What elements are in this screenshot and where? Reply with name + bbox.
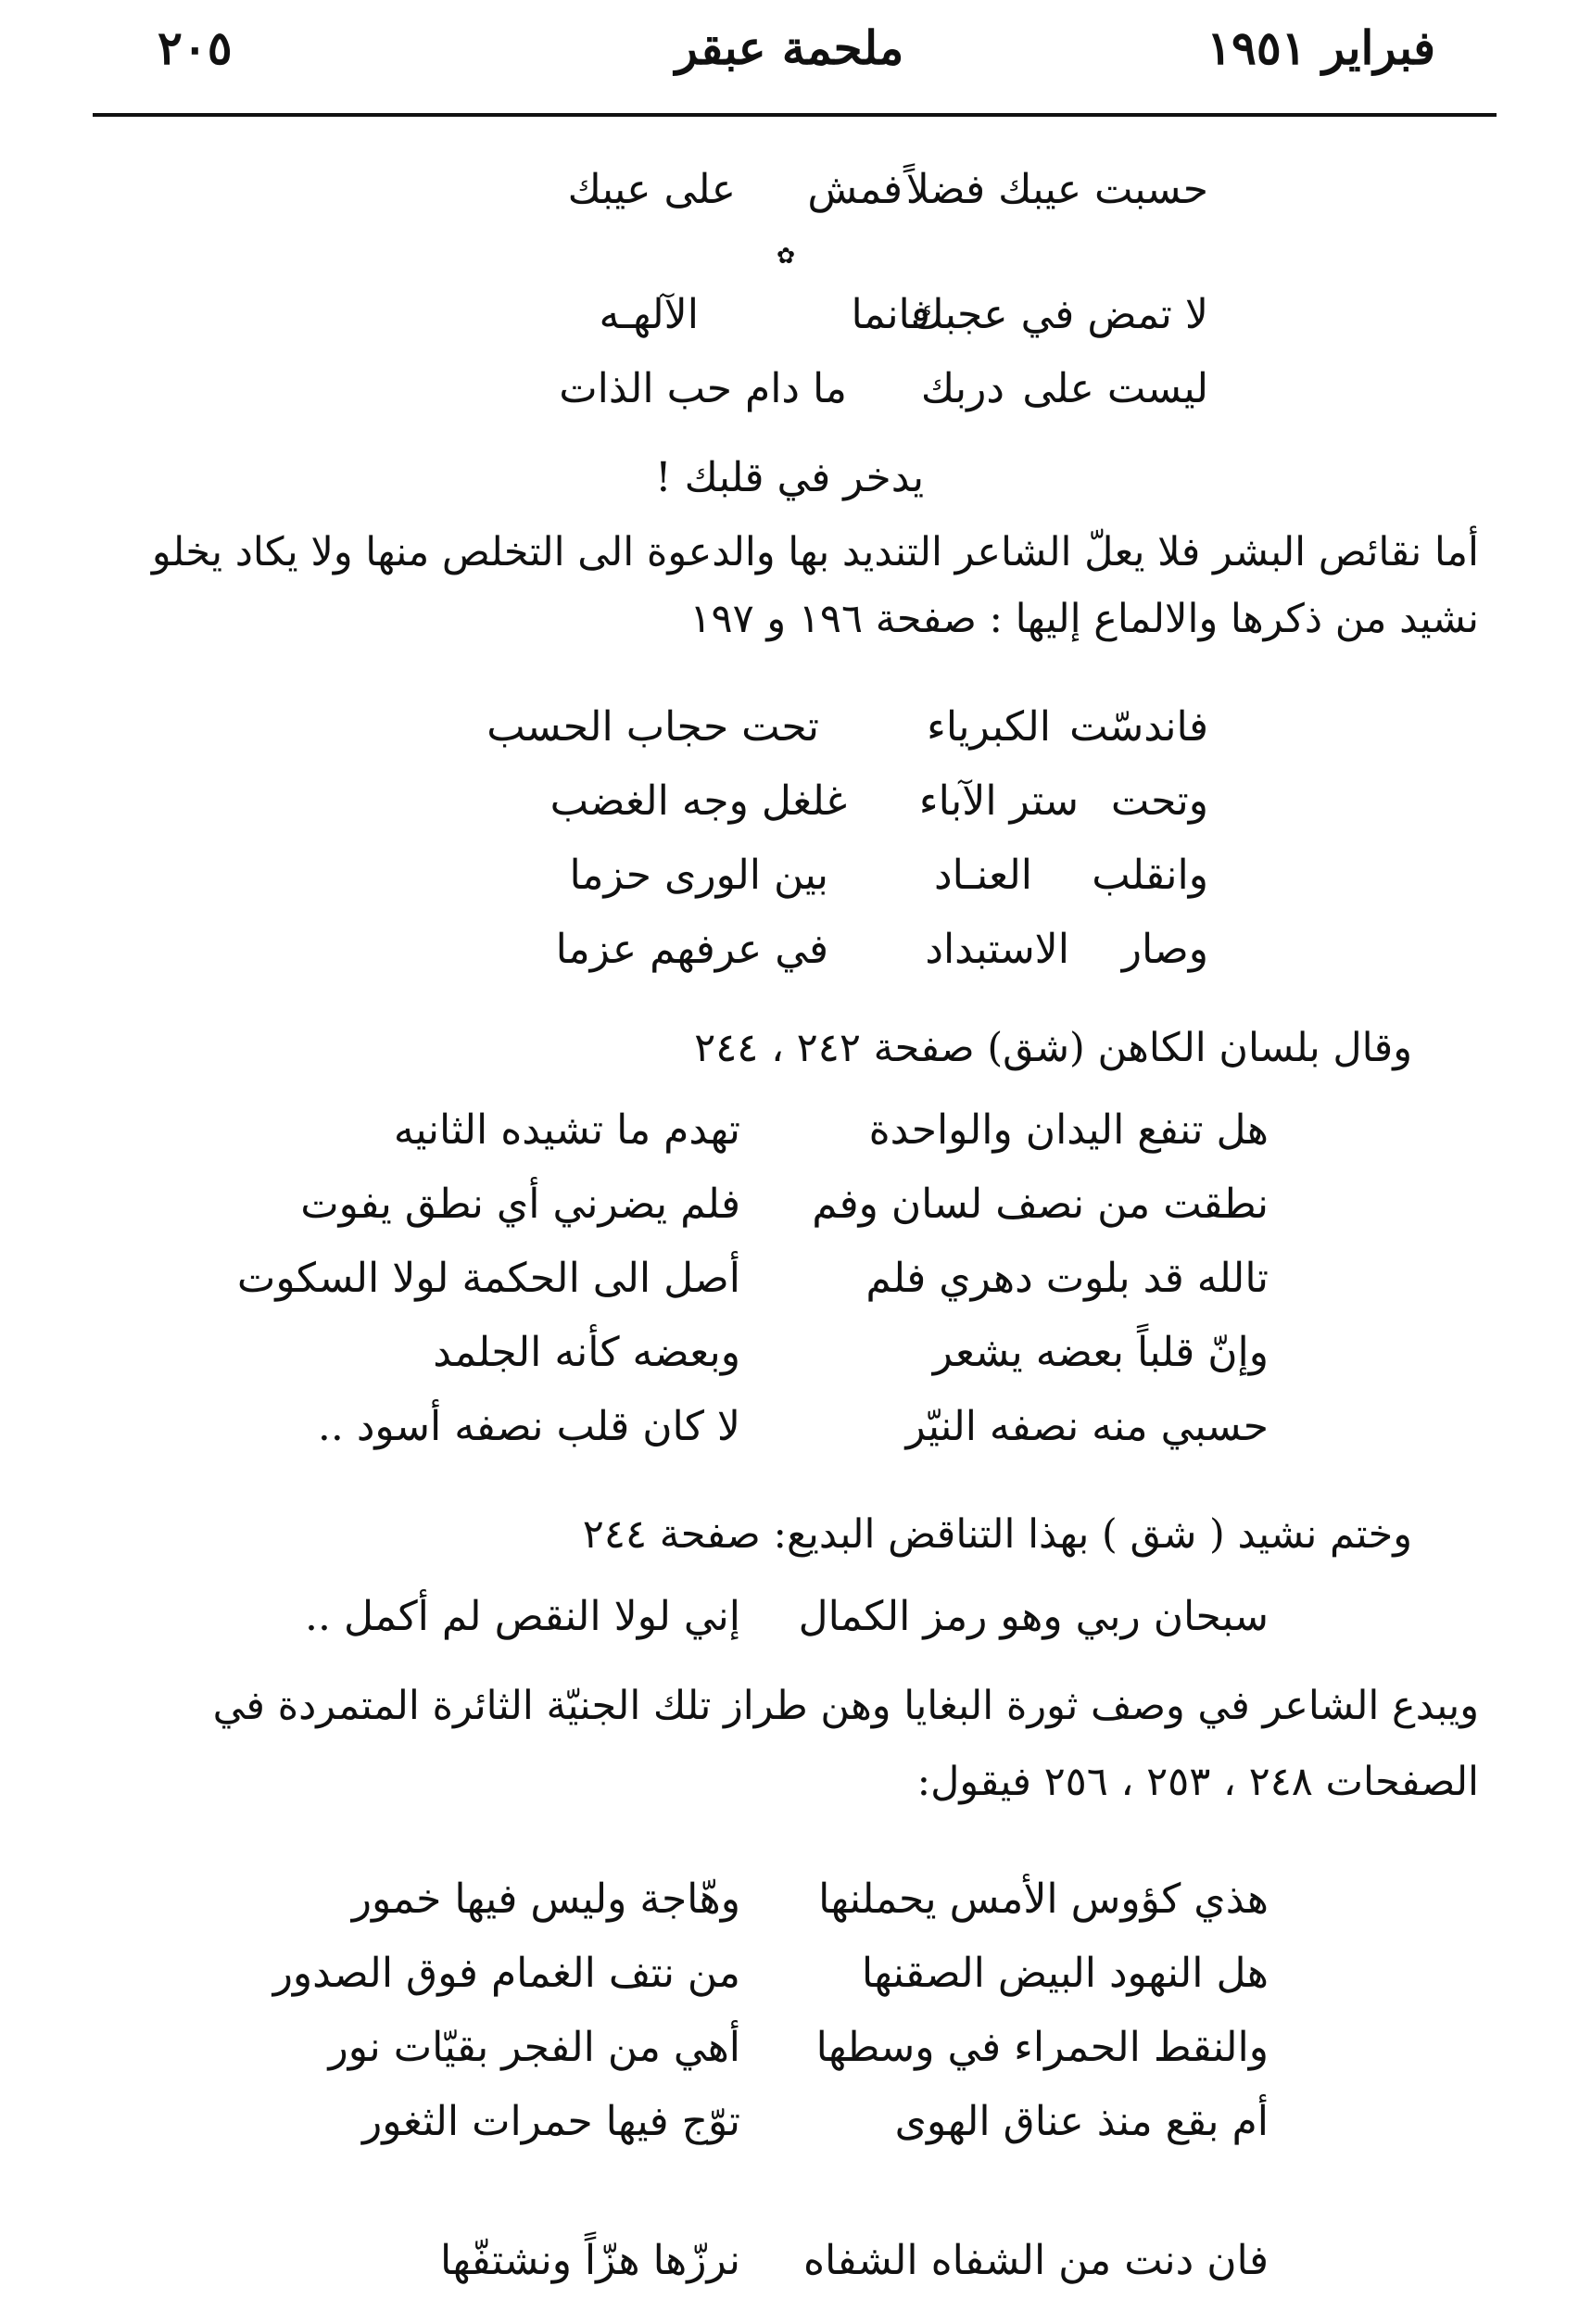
verse-part: الاستبداد — [925, 926, 1069, 973]
verse-line — [486, 690, 1208, 764]
verse-part: على عيبك — [567, 166, 736, 213]
verse-line — [486, 764, 1208, 839]
verse-line — [273, 2085, 1269, 2159]
verse-line — [440, 2224, 1269, 2298]
verse-part: وصار — [1121, 926, 1208, 973]
verse-line — [273, 1937, 1269, 2011]
poem-stanza — [273, 1863, 1269, 2159]
verse-part: تهدم ما تشيده الثانيه — [393, 1106, 740, 1154]
verse-line — [237, 1093, 1269, 1168]
verse-part: فان دنت من الشفاه الشفاه — [802, 2237, 1269, 2284]
verse-line — [237, 1316, 1269, 1390]
verse-part: حسبت عيبك فضلاً — [905, 166, 1208, 213]
verse-part: دربك — [920, 365, 1004, 412]
prose-line: ويبدع الشاعر في وصف ثورة البغايا وهن طراز تلك الجنيّة الثائرة المتمردة في — [212, 1683, 1479, 1729]
prose-paragraph — [152, 519, 1479, 652]
verse-line — [486, 839, 1208, 913]
verse-part: والنقط الحمراء في وسطها — [815, 2024, 1269, 2071]
verse-line — [568, 153, 1208, 227]
verse-part: تالله قد بلوت دهري فلم — [865, 1255, 1269, 1302]
verse-part: هل تنفع اليدان والواحدة — [868, 1106, 1269, 1154]
poem-stanza — [559, 278, 1208, 426]
verse-line — [237, 1390, 1269, 1464]
verse-part: ستر الآباء — [918, 777, 1079, 825]
prose-line: نشيد من ذكرها والالماع إليها : صفحة ١٩٦ و ١٩٧ — [689, 596, 1479, 642]
verse-part: فاندسّت — [1069, 703, 1208, 751]
verse-part: فلم يضرني أي نطق يفوت — [300, 1181, 740, 1228]
verse-line — [237, 1168, 1269, 1242]
verse-part: وهّاجة وليس فيها خمور — [351, 1876, 740, 1923]
page-number: ٢٠٥ — [158, 20, 233, 75]
verse-part: توّج فيها حمرات الثغور — [361, 2098, 740, 2145]
poem-stanza — [568, 153, 1208, 227]
verse-part: غلغل وجه الغضب — [549, 777, 847, 825]
verse-part: وانقلب — [1092, 852, 1208, 899]
prose-paragraph — [213, 1668, 1479, 1820]
verse-part: تحت حجاب الحسب — [486, 703, 819, 751]
verse-part: وإنّ قلباً بعضه يشعر — [932, 1329, 1269, 1376]
journal-title: ملحمة عبقر — [675, 20, 904, 75]
ornament-star-icon: ✿ — [777, 243, 796, 269]
verse-line — [559, 352, 1208, 426]
poem-stanza — [486, 690, 1208, 987]
running-header — [0, 20, 1579, 85]
verse-part: سبحان ربي وهو رمز الكمال — [798, 1593, 1269, 1640]
verse-part: إني لولا النقص لم أكمل .. — [305, 1593, 740, 1640]
verse-line — [237, 1242, 1269, 1316]
verse-line — [273, 1863, 1269, 1937]
verse-part: لا تمض في عجبك — [910, 291, 1208, 338]
verse-part: نرزّها هزّاً ونشتفّها — [439, 2237, 740, 2284]
verse-part: أصل الى الحكمة لولا السكوت — [236, 1255, 740, 1302]
prose-line: وقال بلسان الكاهن (شق) صفحة ٢٤٢ ، ٢٤٤ — [694, 1025, 1412, 1071]
poem-stanza — [305, 1580, 1269, 1654]
verse-line — [486, 913, 1208, 987]
verse-line — [273, 2011, 1269, 2085]
verse-part: فانما — [851, 291, 930, 338]
verse-part: حسبي منه نصفه النيّر — [905, 1403, 1269, 1450]
verse-part: وتحت — [1110, 777, 1208, 825]
verse-part: أهي من الفجر بقيّات نور — [328, 2024, 740, 2071]
verse-line — [305, 1580, 1269, 1654]
verse-line — [559, 278, 1208, 352]
poem-stanza — [440, 2224, 1269, 2298]
verse-part: لا كان قلب نصفه أسود .. — [317, 1403, 740, 1450]
verse-part: وبعضه كأنه الجلمد — [433, 1329, 740, 1376]
verse-part: ليست على — [1022, 365, 1208, 412]
verse-part: فمش — [807, 166, 903, 213]
verse-part: ما دام حب الذات — [559, 365, 847, 412]
verse-part: من نتف الغمام فوق الصدور — [272, 1950, 740, 1997]
verse-part: الآلهـه — [599, 291, 699, 338]
prose-line: الصفحات ٢٤٨ ، ٢٥٣ ، ٢٥٦ فيقول: — [916, 1759, 1479, 1805]
poem-stanza — [237, 1093, 1269, 1464]
prose-paragraph — [583, 1501, 1412, 1568]
prose-line: وختم نشيد ( شق ) بهذا التناقض البديع: صفحة ٢٤٤ — [582, 1511, 1412, 1558]
prose-line: أما نقائص البشر فلا يعلّ الشاعر التنديد بها والدعوة الى التخلص منها ولا يكاد يخلو — [151, 529, 1479, 575]
verse-part: هذي كؤوس الأمس يحملنها — [818, 1876, 1269, 1923]
verse-part: العنـاد — [933, 852, 1032, 899]
verse-part: بين الورى حزما — [569, 852, 828, 899]
prose-paragraph — [694, 1015, 1412, 1081]
verse-part: نطقت من نصف لسان وفم — [812, 1181, 1269, 1228]
verse-tail: يدخر في قلبك ! — [654, 454, 925, 501]
verse-part: في عرفهم عزما — [555, 926, 828, 973]
verse-part: الكبرياء — [927, 703, 1051, 751]
header-rule — [93, 113, 1497, 117]
verse-part: أم بقع منذ عناق الهوى — [894, 2098, 1269, 2145]
verse-part: هل النهود البيض الصقنها — [861, 1950, 1269, 1997]
issue-date: فبراير ١٩٥١ — [1206, 20, 1435, 75]
